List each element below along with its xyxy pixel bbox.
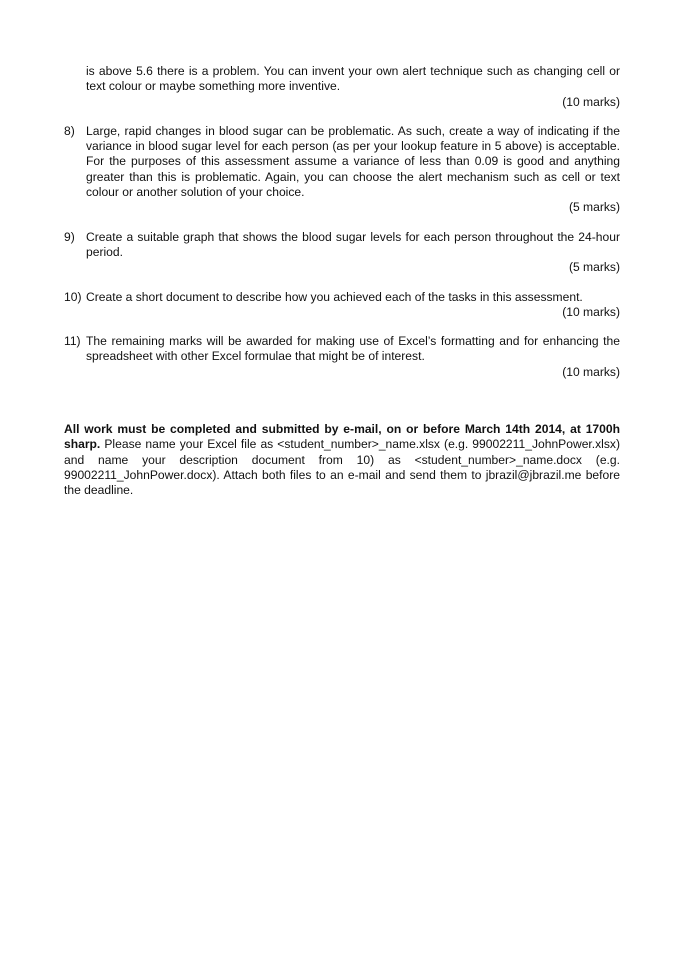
item-marks: (5 marks) xyxy=(568,200,620,215)
item-number: 10) xyxy=(64,289,82,304)
item-7-continuation xyxy=(64,64,620,95)
item-11 xyxy=(64,334,620,365)
item-10 xyxy=(64,290,620,305)
item-number: 8) xyxy=(64,123,75,138)
submission-notice xyxy=(64,422,620,498)
item-8 xyxy=(64,124,620,200)
assessment-content xyxy=(64,64,620,511)
item-text: The remaining marks will be awarded for making use of Excel’s formatting and for enhancing the spreadsheet with other Excel formulae that might be of interest. xyxy=(86,334,620,364)
item-number: 9) xyxy=(64,229,75,244)
item-9 xyxy=(64,230,620,261)
item-text: Create a suitable graph that shows the blood sugar levels for each person throughout the 24-hour period. xyxy=(86,229,620,259)
item-marks: (5 marks) xyxy=(568,260,620,275)
item-marks: (10 marks) xyxy=(562,94,620,109)
submission-instructions: Please name your Excel file as <student_number>_name.xlsx (e.g. 99002211_JohnPower.xlsx) and name your description document from 10) as <student_number>_name.docx (e.g. 99002211_JohnPower.docx). Attach both files to an e-mail and send them to jbrazil@jbrazil.me before the deadline. xyxy=(64,437,620,498)
submission-deadline: All work must be completed and submitted by e-mail, on or before March 14th 2014, at 1700h sharp. xyxy=(64,422,620,452)
item-text: is above 5.6 there is a problem. You can invent your own alert technique such as changing cell or text colour or maybe something more inventive. xyxy=(86,64,620,94)
item-marks: (10 marks) xyxy=(562,364,620,379)
item-text: Large, rapid changes in blood sugar can be problematic. As such, create a way of indicating if the variance in blood sugar level for each person (as per your lookup feature in 5 above) is acceptable. For the purposes of this assessment assume a variance of less than 0.09 is good and anything greater than this is problematic. Again, you can choose the alert mechanism such as cell or text colour or another solution of your choice. xyxy=(86,123,620,200)
item-text: Create a short document to describe how you achieved each of the tasks in this assessment. xyxy=(86,289,583,304)
item-marks: (10 marks) xyxy=(562,304,620,319)
item-number: 11) xyxy=(64,334,81,349)
